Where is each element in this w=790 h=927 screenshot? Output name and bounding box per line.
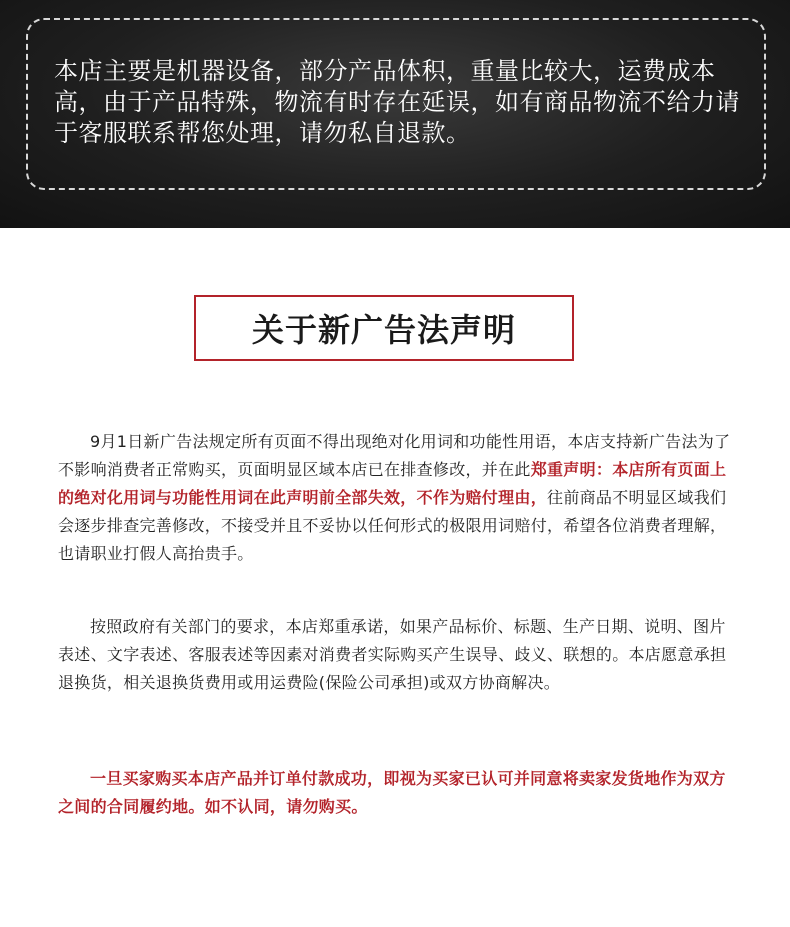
contract-location-paragraph: 一旦买家购买本店产品并订单付款成功，即视为买家已认可并同意将卖家发货地作为双方之间的合同履约地。如不认同，请勿购买。 xyxy=(58,769,726,816)
top-banner xyxy=(0,0,790,228)
shipping-notice-box xyxy=(26,18,766,190)
ad-law-title-box xyxy=(194,295,574,361)
statement-text-part1: 9月1日新广告法规定所有页面不得出现绝对化用词和功能性用语，本店支持新广告法为了不影响消费者正常购买，页面明显区域本店已在排查修改，并在此 xyxy=(58,432,731,479)
return-policy-paragraph: 按照政府有关部门的要求，本店郑重承诺，如果产品标价、标题、生产日期、说明、图片表述、文字表述、客服表述等因素对消费者实际购买产生误导、歧义、联想的。本店愿意承担退换货，相关退换货费用或用运费险(保险公司承担)或双方协商解决。 xyxy=(58,617,727,692)
statement-text-part2: 往前商品不明显区域我们会逐步排查完善修改，不接受并且不妥协以任何形式的极限用词赔付，希望各位消费者理解，也请职业打假人高抬贵手。 xyxy=(58,488,727,563)
page-title: 关于新广告法声明 xyxy=(251,311,516,349)
statement-emphasis: 郑重声明：本店所有页面上的绝对化用词与功能性用词在此声明前全部失效，不作为赔付理由， xyxy=(58,460,727,507)
ad-law-statement-paragraph xyxy=(58,428,738,568)
shipping-notice-text: 本店主要是机器设备，部分产品体积，重量比较大，运费成本高，由于产品特殊，物流有时存在延误，如有商品物流不给力请于客服联系帮您处理，请勿私自退款。 xyxy=(54,57,740,147)
